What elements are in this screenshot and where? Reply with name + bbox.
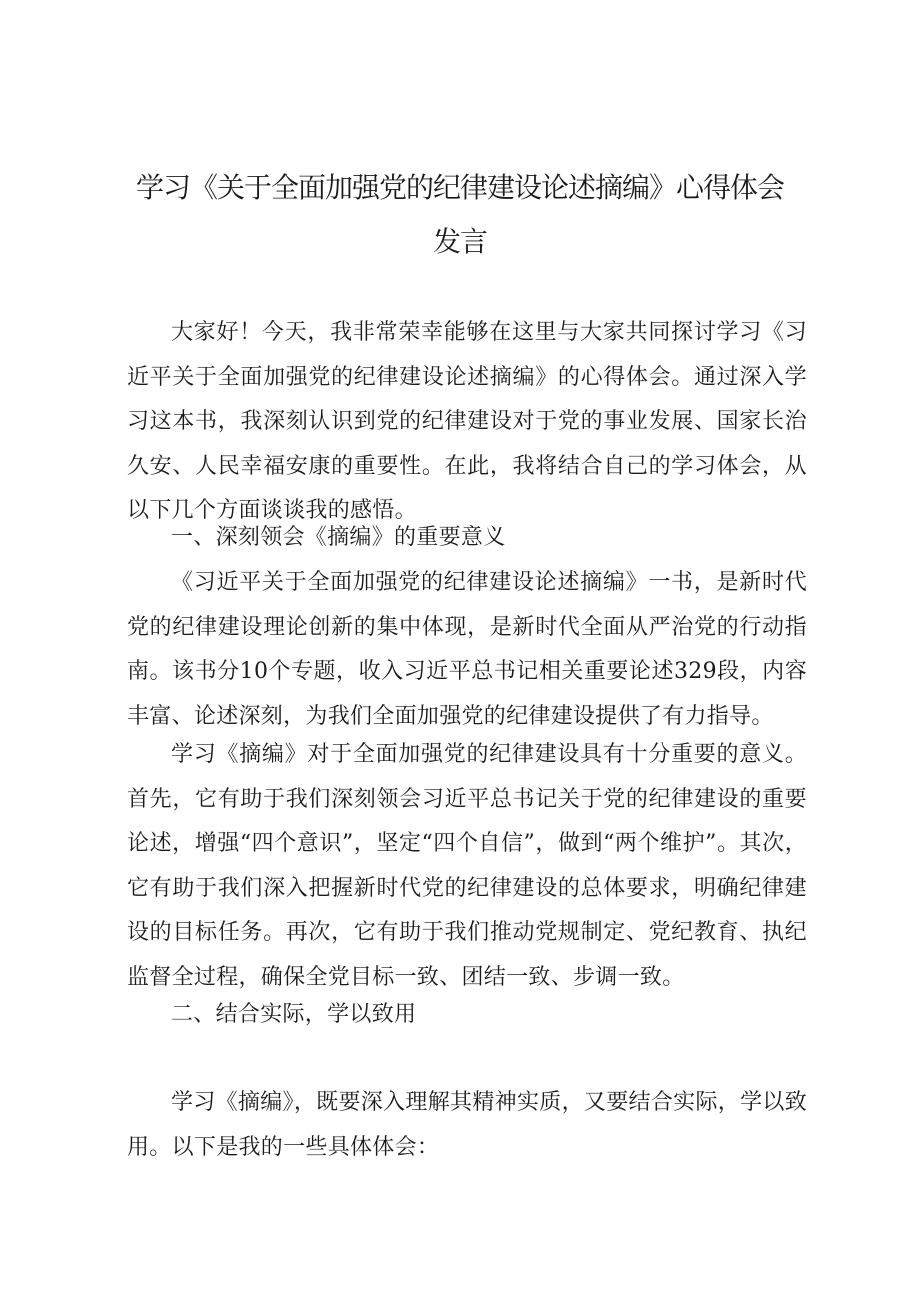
body-paragraph: 《习近平关于全面加强党的纪律建设论述摘编》一书，是新时代党的纪律建设理论创新的集中体现，是新时代全面从严治党的行动指南。该书分10个专题，收入习近平总书记相关重要论述329段，内容丰富、论述深刻，为我们全面加强党的纪律建设提供了有力指导。 — [127, 570, 807, 729]
document-title-continuation: 发言 — [432, 225, 487, 258]
body-paragraph: 学习《摘编》对于全面加强党的纪律建设具有十分重要的意义。首先，它有助于我们深刻领会习近平总书记关于党的纪律建设的重要论述，增强“四个意识”，坚定“四个自信”，做到“两个维护”。其次，它有助于我们深入把握新时代党的纪律建设的总体要求，明确纪律建设的目标任务。再次，它有助于我们推动党规制定、党纪教育、执纪监督全过程，确保全党目标一致、团结一致、步调一致。 — [127, 742, 807, 990]
document-title: 学习《关于全面加强党的纪律建设论述摘编》心得体会 — [135, 171, 784, 204]
opening-paragraph: 大家好！今天，我非常荣幸能够在这里与大家共同探讨学习《习近平关于全面加强党的纪律建设论述摘编》的心得体会。通过深入学习这本书，我深刻认识到党的纪律建设对于党的事业发展、国家长治久安、人民幸福安康的重要性。在此，我将结合自己的学习体会，从以下几个方面谈谈我的感悟。 — [127, 320, 807, 523]
body-paragraph: 学习《摘编》，既要深入理解其精神实质，又要结合实际，学以致用。以下是我的一些具体体会： — [127, 1090, 807, 1160]
section-heading-1: 一、深刻领会《摘编》的重要意义 — [171, 525, 506, 550]
section-heading-2: 二、结合实际，学以致用 — [171, 1002, 417, 1027]
